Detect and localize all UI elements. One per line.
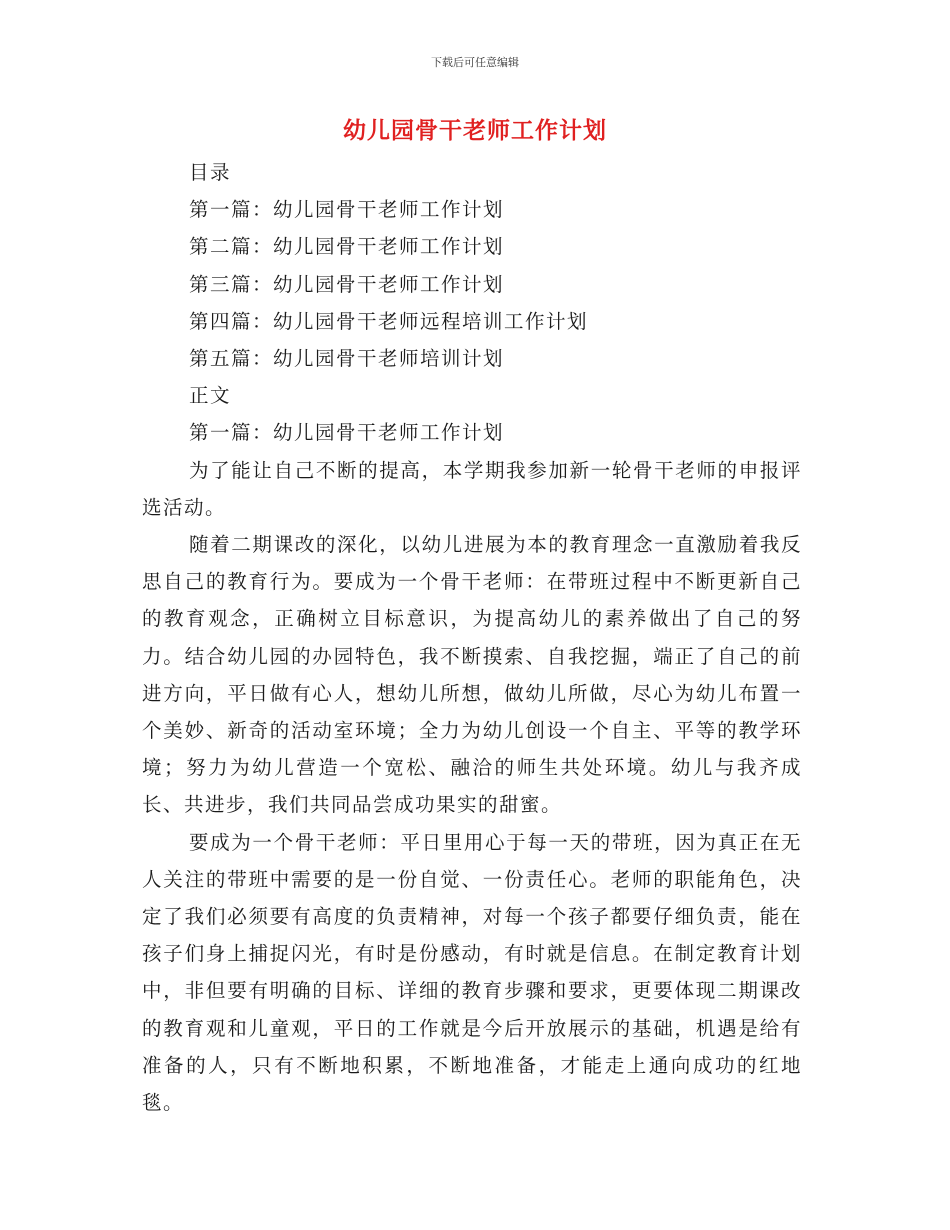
paragraph-3: 要成为一个骨干老师：平日里用心于每一天的带班，因为真正在无人关注的带班中需要的是一份自觉、一份责任心。老师的职能角色，决定了我们必须要有高度的负责精神，对每一个孩子都要仔细负责，能在孩子们身上捕捉闪光，有时是份感动，有时就是信息。在制定教育计划中，非但要有明确的目标、详细的教育步骤和要求，更要体现二期课改的教育观和儿童观，平日的工作就是今后开放展示的基础，机遇是给有准备的人，只有不断地积累，不断地准备，才能走上通向成功的红地毯。 <box>142 830 802 1115</box>
paragraph-2: 随着二期课改的深化，以幼儿进展为本的教育理念一直激励着我反思自己的教育行为。要成为一个骨干老师：在带班过程中不断更新自己的教育观念，正确树立目标意识，为提高幼儿的素养做出了自己的努力。结合幼儿园的办园特色，我不断摸索、自我挖掘，端正了自己的前进方向，平日做有心人，想幼儿所想，做幼儿所做，尽心为幼儿布置一个美妙、新奇的活动室环境；全力为幼儿创设一个自主、平等的教学环境；努力为幼儿营造一个宽松、融洽的师生共处环境。幼儿与我齐成长、共进步，我们共同品尝成功果实的甜蜜。 <box>142 533 802 817</box>
section-title: 第一篇：幼儿园骨干老师工作计划 <box>189 421 505 445</box>
toc-heading: 目录 <box>189 161 232 184</box>
document-title: 幼儿园骨干老师工作计划 <box>343 118 607 144</box>
body-heading: 正文 <box>189 384 232 408</box>
toc-item-5: 第五篇：幼儿园骨干老师培训计划 <box>189 347 505 371</box>
toc-item-2: 第二篇：幼儿园骨干老师工作计划 <box>189 235 505 259</box>
toc-item-1: 第一篇：幼儿园骨干老师工作计划 <box>189 198 505 222</box>
document-body <box>142 154 802 1121</box>
toc-item-4: 第四篇：幼儿园骨干老师远程培训工作计划 <box>189 309 589 333</box>
toc-item-3: 第三篇：幼儿园骨干老师工作计划 <box>189 272 505 296</box>
paragraph-1: 为了能让自己不断的提高，本学期我参加新一轮骨干老师的申报评选活动。 <box>142 458 802 519</box>
header-note: 下载后可任意编辑 <box>431 56 519 69</box>
